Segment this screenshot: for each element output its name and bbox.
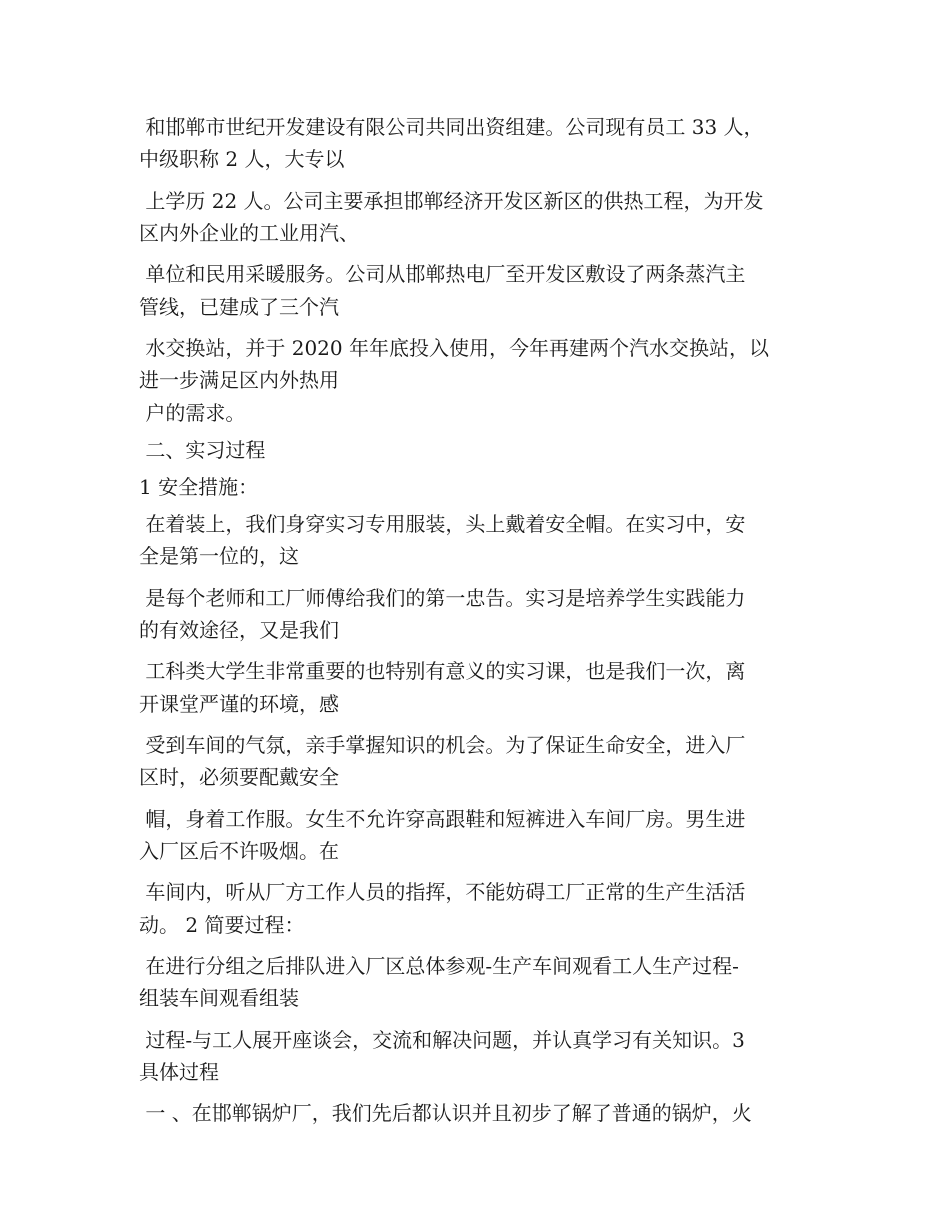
text-line: 户的需求。	[139, 401, 246, 425]
text-line: 一 、在邯郸锅炉厂，我们先后都认识并且初步了解了普通的锅炉，火	[139, 1101, 752, 1125]
text-line: 具体过程	[139, 1060, 219, 1084]
text-line: 在进行分组之后排队进入厂区总体参观-生产车间观看工人生产过程-	[139, 954, 739, 978]
text-line: 和邯郸市世纪开发建设有限公司共同出资组建。公司现有员工 33 人，	[139, 115, 764, 139]
text-line: 单位和民用采暖服务。公司从邯郸热电厂至开发区敷设了两条蒸汽主	[139, 262, 746, 286]
text-line: 入厂区后不许吸烟。在	[139, 839, 339, 863]
text-line: 管线，已建成了三个汽	[139, 295, 339, 319]
text-line: 的有效途径，又是我们	[139, 618, 339, 642]
text-line: 全是第一位的，这	[139, 544, 299, 568]
text-line: 车间内，听从厂方工作人员的指挥，不能妨碍工厂正常的生产生活活	[139, 880, 746, 904]
text-line: 水交换站，并于 2020 年年底投入使用，今年再建两个汽水交换站，以	[139, 336, 769, 360]
text-line: 帽，身着工作服。女生不允许穿高跟鞋和短裤进入车间厂房。男生进	[139, 807, 746, 831]
text-line: 在着装上，我们身穿实习专用服装，头上戴着安全帽。在实习中，安	[139, 512, 746, 536]
text-line: 区时，必须要配戴安全	[139, 765, 339, 789]
text-line: 是每个老师和工厂师傅给我们的第一忠告。实习是培养学生实践能力	[139, 586, 746, 610]
text-line: 工科类大学生非常重要的也特别有意义的实习课，也是我们一次，离	[139, 659, 746, 683]
text-line: 受到车间的气氛，亲手掌握知识的机会。为了保证生命安全，进入厂	[139, 733, 746, 757]
text-line: 开课堂严谨的环境，感	[139, 692, 339, 716]
text-line: 进一步满足区内外热用	[139, 368, 339, 392]
text-line: 区内外企业的工业用汽、	[139, 221, 359, 245]
text-line: 动。 2 简要过程：	[139, 913, 305, 937]
text-line: 过程-与工人展开座谈会，交流和解决问题，并认真学习有关知识。3	[139, 1028, 745, 1052]
subsection-heading: 1 安全措施：	[139, 475, 259, 499]
text-line: 上学历 22 人。公司主要承担邯郸经济开发区新区的供热工程，为开发	[139, 189, 764, 213]
section-heading: 二、实习过程	[139, 438, 266, 462]
text-line: 中级职称 2 人，大专以	[139, 147, 345, 171]
text-line: 组装车间观看组装	[139, 986, 299, 1010]
